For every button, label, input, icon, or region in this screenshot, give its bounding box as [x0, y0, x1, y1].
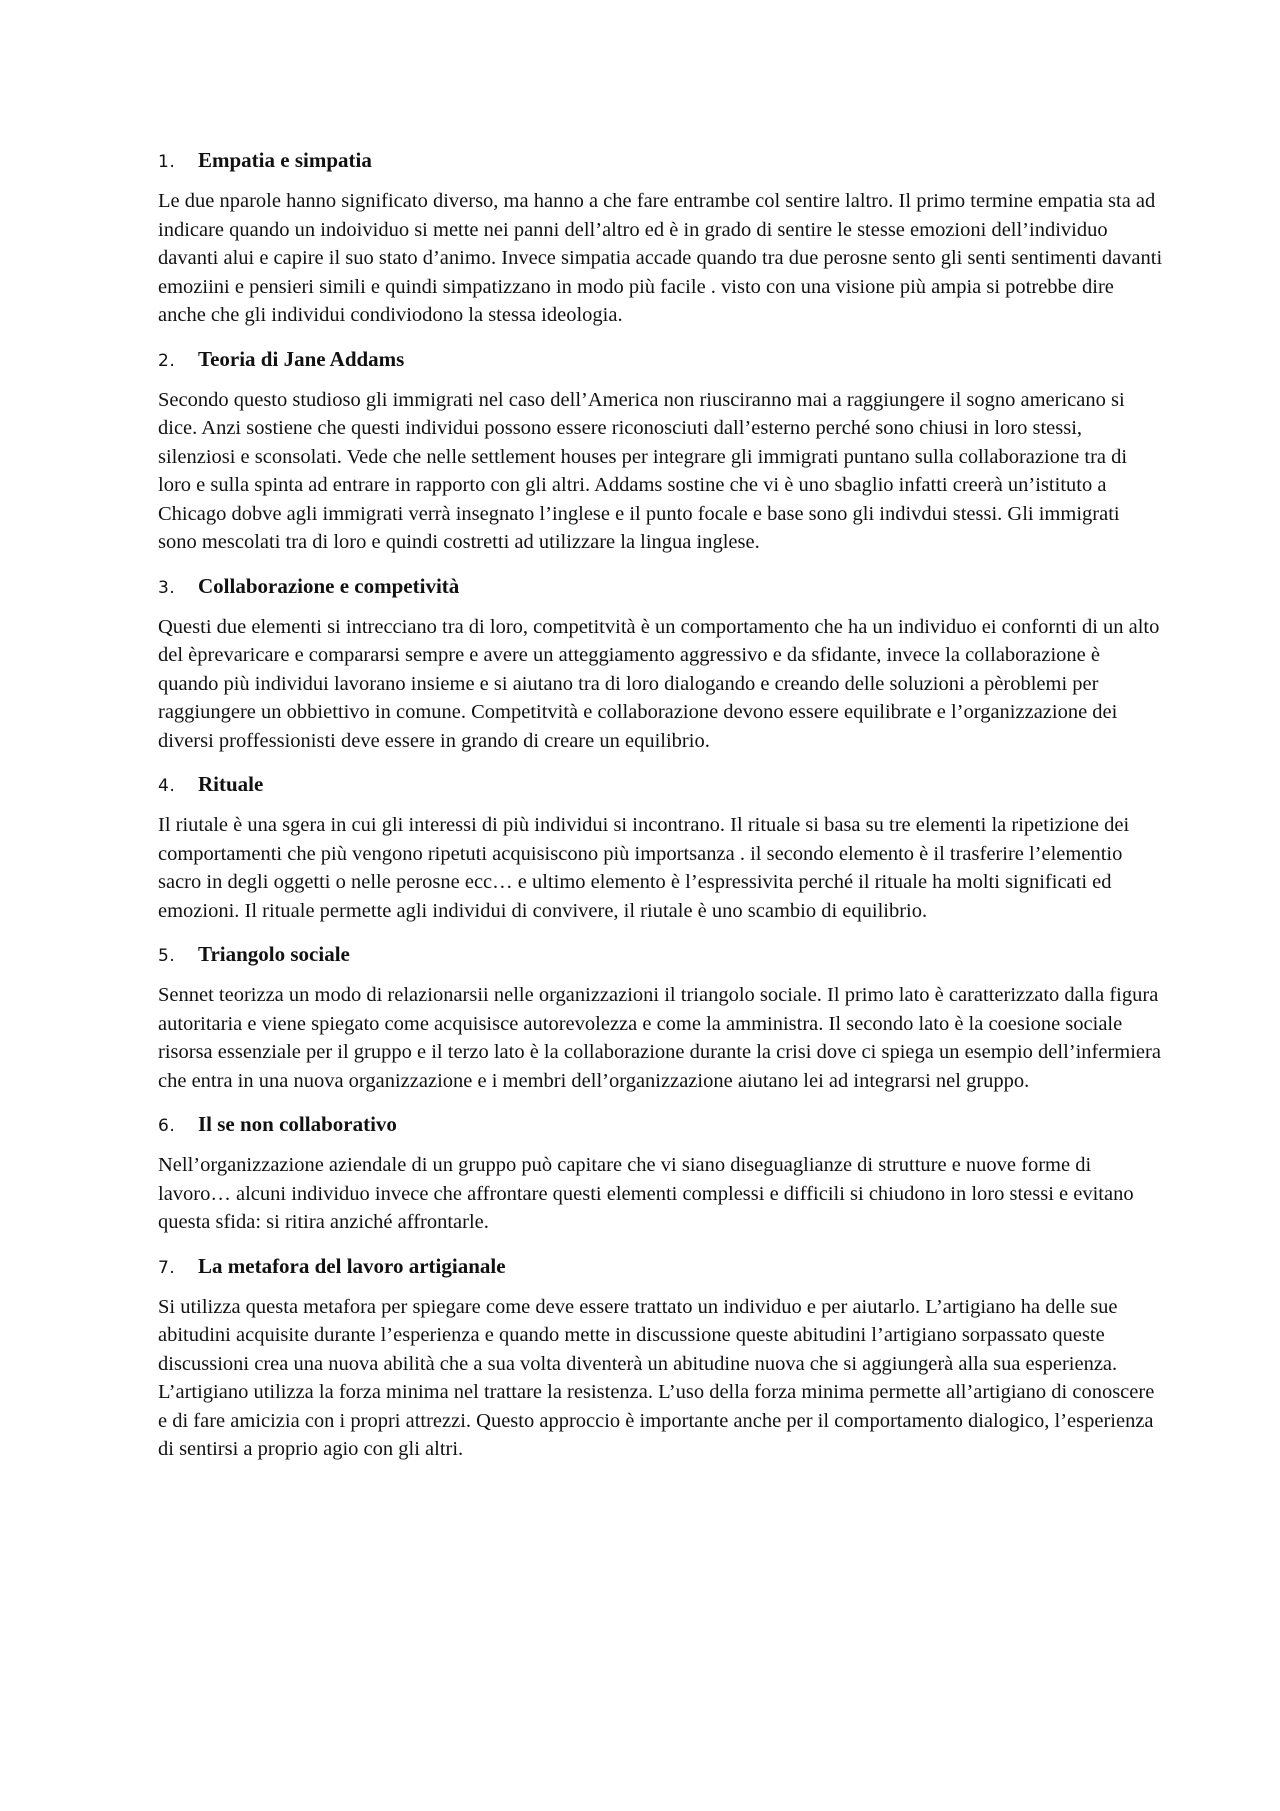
section-number: 1.	[158, 152, 176, 172]
section-body: Secondo questo studioso gli immigrati nel caso dell’America non riusciranno mai a raggiungere il sogno americano si dice. Anzi sostiene che questi individui possono essere riconosciuti dall’esterno perché sono chiusi in loro stessi, silenziosi e sconsolati. Vede che nelle settlement houses per integrare gli immigrati puntano sulla collaborazione tra di loro e sulla spinta ad entrare in rapporto con gli altri. Addams sostine che vi è uno sbaglio infatti creerà un’istituto a Chicago dobve agli immigrati verrà insegnato l’inglese e il punto focale e base sono gli indivdui stessi. Gli immigrati sono mescolati tra di loro e quindi costretti ad utilizzare la lingua inglese.	[158, 388, 1128, 553]
section-body: Sennet teorizza un modo di relazionarsii nelle organizzazioni il triangolo sociale. Il primo lato è caratterizzato dalla figura autoritaria e viene spiegato come acquisisce autorevolezza e come la amministra. Il secondo lato è la coesione sociale risorsa essenziale per il gruppo e il terzo lato è la collaborazione durante la crisi dove ci spiega un esempio dell’infermiera che entra in una nuova organizzazione e i membri dell’organizzazione aiutano lei ad integrarsi nel gruppo.	[158, 984, 1161, 1092]
section-title: Rituale	[198, 772, 264, 796]
section-body: Nell’organizzazione aziendale di un gruppo può capitare che vi siano diseguaglianze di strutture e nuove forme di lavoro… alcuni individuo invece che affrontare questi elementi complessi e difficili si chiudono in loro stessi e evitano questa sfida: si ritira anziché affrontarle.	[158, 1154, 1134, 1233]
section-jane-addams	[158, 345, 1163, 557]
section-body: Questi due elementi si intrecciano tra di loro, competitvità è un comportamento che ha un individuo ei confornti di un alto del èprevaricare e compararsi sempre e avere un atteggiamento aggressivo e da sfidante, invece la collaborazione è quando più individui lavorano insieme e si aiutano tra di loro dialogando e creando delle soluzioni a pèroblemi per raggiungere un obbiettivo in comune. Competitvità e collaborazione devono essere equilibrate e l’organizzazione dei diversi proffessionisti deve essere in grando di creare un equilibrio.	[158, 615, 1160, 752]
section-title: Collaborazione e competività	[198, 573, 460, 598]
section-title: Triangolo sociale	[198, 942, 350, 966]
section-title: La metafora del lavoro artigianale	[198, 1253, 506, 1278]
section-empatia-simpatia	[158, 146, 1163, 330]
section-number: 6.	[158, 1116, 176, 1136]
section-se-non-collaborativo	[158, 1110, 1163, 1237]
section-number: 7.	[158, 1257, 176, 1278]
section-collaborazione-competivita	[158, 572, 1163, 756]
section-body: Si utilizza questa metafora per spiegare come deve essere trattato un individuo e per aiutarlo. L’artigiano ha delle sue abitudini acquisite durante l’esperienza e quando mette in discussione queste abitudini l’artigiano sorpassato queste discussioni crea una nuova abilità che a sua volta diventerà un abitudine nuova che si aggiungerà alla sua esperienza. L’artigiano utilizza la forza minima nel trattare la resistenza. L’uso della forza minima permette all’artigiano di conoscere e di fare amicizia con i propri attrezzi. Questo approccio è importante anche per il comportamento dialogico, l’esperienza di sentirsi a proprio agio con gli altri.	[158, 1295, 1155, 1460]
document-page	[158, 146, 1163, 1479]
section-heading	[158, 770, 1163, 800]
section-lavoro-artigianale	[158, 1252, 1163, 1464]
section-body: Il riutale è una sgera in cui gli interessi di più individui si incontrano. Il rituale si basa su tre elementi la ripetizione dei comportamenti che più vengono ripetuti acquisiscono più importsanza . il secondo elemento è il trasferire l’elementio sacro in degli oggetti o nelle perosne ecc… e ultimo elemento è l’espressivita perché il rituale ha molti significati ed emozioni. Il rituale permette agli individui di convivere, il riutale è uno scambio di equilibrio.	[158, 814, 1130, 922]
section-heading	[158, 940, 1163, 970]
section-number: 3.	[158, 577, 176, 598]
section-heading	[158, 146, 1163, 176]
section-rituale	[158, 770, 1163, 925]
section-body: Le due nparole hanno significato diverso, ma hanno a che fare entrambe col sentire laltro. Il primo termine empatia sta ad indicare quando un indoividuo si mette nei panni dell’altro ed è in grado di sentire le stesse emozioni dell’individuo davanti alui e capire il suo stato d’animo. Invece simpatia accade quando tra due perosne sento gli senti sentimenti davanti emoziini e pensieri simili e quindi simpatizzano in modo più facile . visto con una visione più ampia si potrebbe dire anche che gli individui condiviodono la stessa ideologia.	[158, 190, 1163, 326]
section-title: Teoria di Jane Addams	[198, 346, 405, 371]
section-heading	[158, 572, 1163, 602]
section-title: Il se non collaborativo	[198, 1112, 397, 1136]
section-heading	[158, 345, 1163, 375]
section-number: 5.	[158, 946, 176, 966]
section-heading	[158, 1110, 1163, 1140]
section-heading	[158, 1252, 1163, 1282]
section-number: 4.	[158, 776, 176, 796]
section-triangolo-sociale	[158, 940, 1163, 1095]
section-title: Empatia e simpatia	[198, 148, 372, 172]
section-number: 2.	[158, 350, 176, 371]
